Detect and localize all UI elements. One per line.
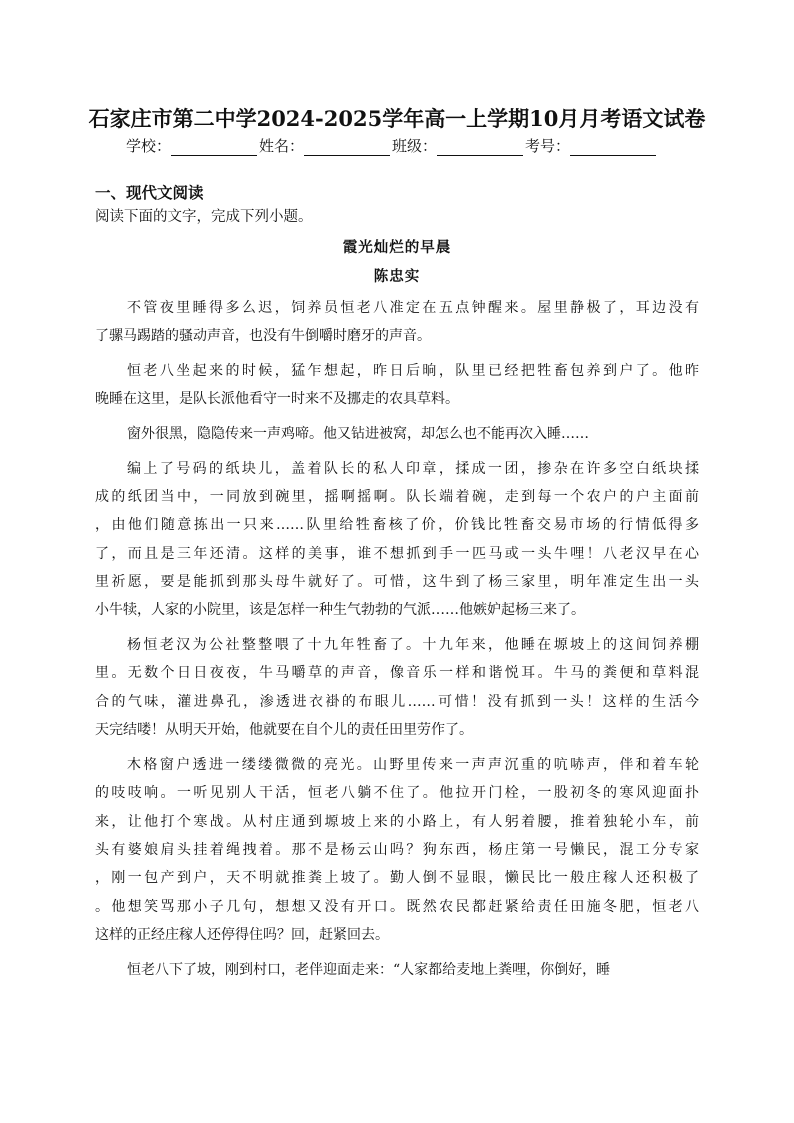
article-paragraph — [95, 455, 699, 625]
school-label: 学校： — [126, 137, 172, 155]
article-paragraph — [95, 631, 699, 745]
class-blank[interactable] — [437, 141, 523, 156]
paragraph-line: ，由他们随意拣出一只来……队里给牲畜核了价，价钱比牲畜交易市场的行情低得多 — [95, 517, 699, 534]
paragraph-line: 窗外很黑，隐隐传来一声鸡啼。他又钻进被窝，却怎么也不能再次入睡…… — [127, 425, 589, 442]
paragraph-line: 木格窗户透进一缕缕微微的亮光。山野里传来一声声沉重的吭哧声，伴和着车轮 — [127, 756, 699, 773]
article-paragraph — [95, 956, 699, 984]
article-title: 霞光灿烂的早晨 — [342, 239, 452, 256]
paragraph-line: 恒老八下了坡，刚到村口，老伴迎面走来：“人家都给麦地上粪哩，你倒好，睡 — [127, 961, 611, 978]
class-label: 班级： — [392, 137, 438, 155]
paragraph-line: 小牛犊，人家的小院里，该是怎样一种生气勃勃的气派……他嫉妒起杨三来了。 — [95, 602, 585, 619]
paragraph-line: 。他想笑骂那小子几句，想想又没有开口。既然农民都赶紧给责任田施冬肥，恒老八 — [95, 898, 699, 915]
paragraph-line: ，刚一包产到户，天不明就推粪上坡了。勤人倒不显眼，懒民比一般庄稼人还积极了 — [95, 870, 699, 887]
paragraph-line: 成的纸团当中，一同放到碗里，摇啊摇啊。队长端着碗，走到每一个农户的户主面前 — [95, 488, 699, 505]
exam-number-blank[interactable] — [570, 141, 656, 156]
name-blank[interactable] — [304, 141, 390, 156]
paragraph-line: 这样的正经庄稼人还停得住吗？回，赶紧回去。 — [95, 927, 389, 944]
article-paragraph — [95, 357, 699, 414]
paragraph-line: 了，而且是三年还清。这样的美事，谁不想抓到手一匹马或一头牛哩！八老汉早在心 — [95, 545, 699, 562]
paragraph-line: 里祈愿，要是能抓到那头母牛就好了。可惜，这牛到了杨三家里，明年准定生出一头 — [95, 574, 699, 591]
paragraph-line: 合的气味，灌进鼻孔，渗透进衣褂的布眼儿……可惜！没有抓到一头！这样的生活今 — [95, 693, 699, 710]
section-instruction: 阅读下面的文字，完成下列小题。 — [95, 209, 313, 225]
exam-title: 石家庄市第二中学2024-2025学年高一上学期10月月考语文试卷 — [88, 106, 706, 131]
paragraph-line: 里。无数个日日夜夜，牛马嚼草的声音，像音乐一样和谐悦耳。牛马的粪便和草料混 — [95, 665, 699, 682]
paragraph-line: 天完结喽！从明天开始，他就要在自个儿的责任田里劳作了。 — [95, 722, 473, 739]
paragraph-line: 头有婆娘肩头挂着绳拽着。那不是杨云山吗？狗东西，杨庄第一号懒民，混工分专家 — [95, 841, 699, 858]
article-paragraph — [95, 420, 699, 448]
name-label: 姓名： — [259, 137, 305, 155]
article-author: 陈忠实 — [373, 268, 421, 285]
paragraph-line: 的吱吱响。一听见别人干活，恒老八躺不住了。他拉开门栓，一股初冬的寒风迎面扑 — [95, 785, 699, 802]
article-body — [95, 294, 699, 984]
article-paragraph — [95, 294, 699, 351]
paragraph-line: 编上了号码的纸块儿，盖着队长的私人印章，揉成一团，掺杂在许多空白纸块揉 — [127, 460, 699, 477]
paragraph-line: 来，让他打个寒战。从村庄通到塬坡上来的小路上，有人躬着腰，推着独轮小车，前 — [95, 813, 699, 830]
paragraph-line: 了骡马踢踏的骚动声音，也没有牛倒嚼时磨牙的声音。 — [95, 328, 431, 345]
paragraph-line: 晚睡在这里，是队长派他看守一时来不及挪走的农具草料。 — [95, 391, 459, 408]
exam-number-label: 考号： — [525, 137, 571, 155]
article-paragraph — [95, 751, 699, 950]
paragraph-line: 不管夜里睡得多么迟，饲养员恒老八准定在五点钟醒来。屋里静极了，耳边没有 — [127, 300, 699, 316]
section-heading: 一、现代文阅读 — [95, 184, 204, 202]
paragraph-line: 恒老八坐起来的时候，猛乍想起，昨日后晌，队里已经把牲畜包养到户了。他昨 — [127, 362, 699, 379]
student-info-row — [126, 135, 686, 156]
paragraph-line: 杨恒老汉为公社整整喂了十九年牲畜了。十九年来，他睡在塬坡上的这间饲养棚 — [127, 637, 699, 654]
school-blank[interactable] — [171, 141, 257, 156]
